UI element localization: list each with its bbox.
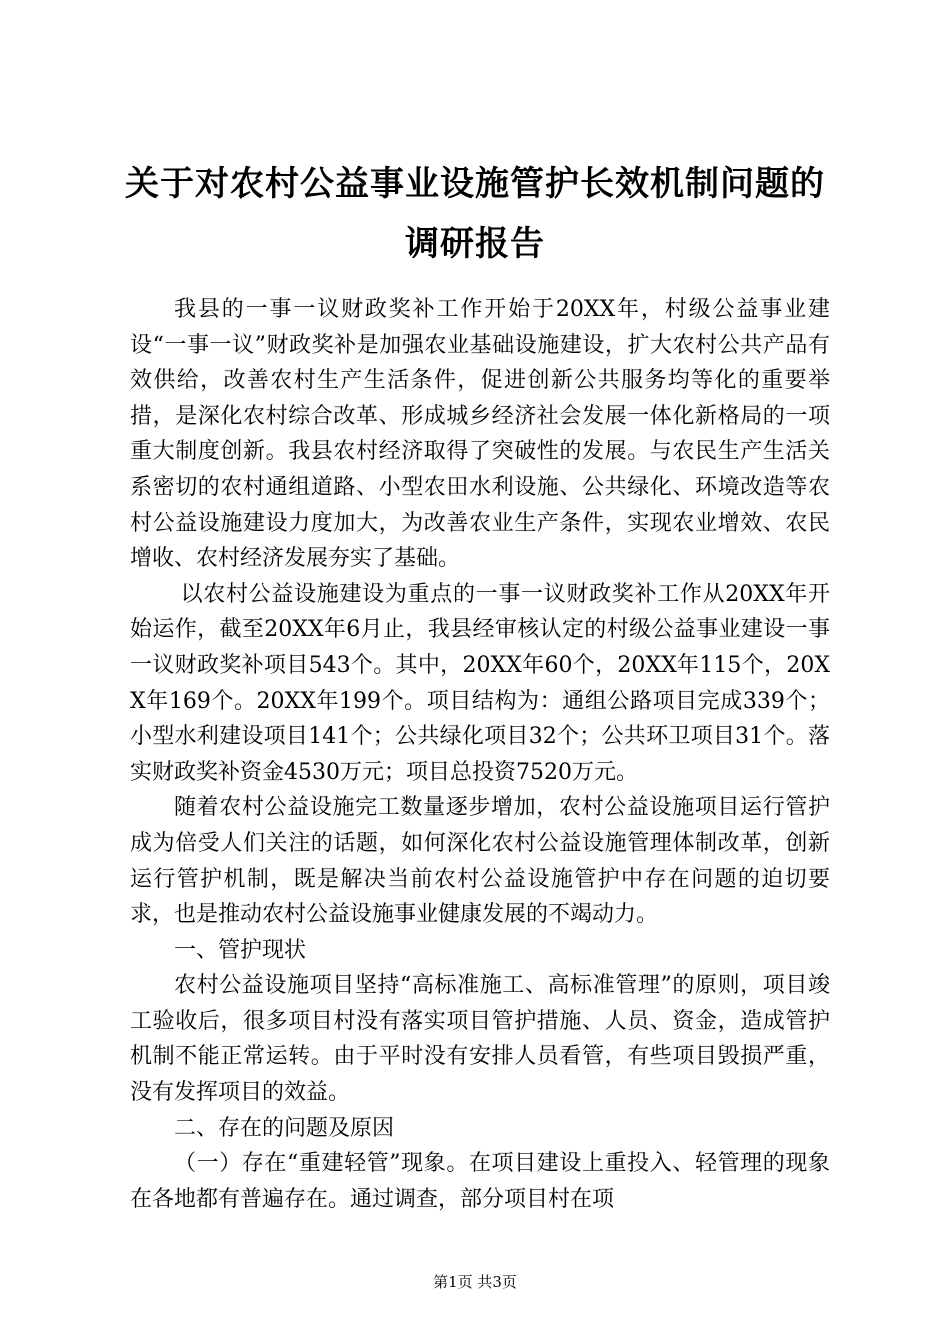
paragraph-project-stats: 以农村公益设施建设为重点的一事一议财政奖补工作从20XX年开始运作，截至20XX年6月止，我县经审核认定的村级公益事业建设一事一议财政奖补项目543个。其中，20XX年60个，20XX年115个，20XX年169个。20XX年199个。项目结构为：通组公路项目完成339个；小型水利建设项目141个；公共绿化项目32个；公共环卫项目31个。落实财政奖补资金4530万元；项目总投资7520万元。 bbox=[130, 581, 830, 785]
page-footer: 第1页 共3页 bbox=[433, 1273, 517, 1291]
document-title-line-2: 调研报告 bbox=[405, 224, 545, 264]
section-heading-status: 一、管护现状 bbox=[174, 937, 307, 963]
document-title-line-1: 关于对农村公益事业设施管护长效机制问题的 bbox=[125, 164, 825, 204]
document-body bbox=[130, 292, 830, 1217]
paragraph-management-topic: 随着农村公益设施完工数量逐步增加，农村公益设施项目运行管护成为倍受人们关注的话题，如何深化农村公益设施管理体制改革，创新运行管护机制，既是解决当前农村公益设施管护中存在问题的迫切要求，也是推动农村公益设施事业健康发展的不竭动力。 bbox=[130, 795, 830, 928]
paragraph-intro: 我县的一事一议财政奖补工作开始于20XX年，村级公益事业建设“一事一议”财政奖补是加强农业基础设施建设，扩大农村公共产品有效供给，改善农村生产生活条件，促进创新公共服务均等化的重要举措，是深化农村综合改革、形成城乡经济社会发展一体化新格局的一项重大制度创新。我县农村经济取得了突破性的发展。与农民生产生活关系密切的农村通组道路、小型农田水利设施、公共绿化、环境改造等农村公益设施建设力度加大，为改善农业生产条件，实现农业增效、农民增收、农村经济发展夯实了基础。 bbox=[130, 297, 830, 572]
paragraph-problem-1: （一）存在“重建轻管”现象。在项目建设上重投入、轻管理的现象在各地都有普遍存在。通过调查，部分项目村在项 bbox=[130, 1151, 830, 1212]
section-heading-problems: 二、存在的问题及原因 bbox=[174, 1115, 395, 1141]
paragraph-status: 农村公益设施项目坚持“高标准施工、高标准管理”的原则，项目竣工验收后，很多项目村没有落实项目管护措施、人员、资金，造成管护机制不能正常运转。由于平时没有安排人员看管，有些项目毁损严重，没有发挥项目的效益。 bbox=[130, 973, 830, 1106]
